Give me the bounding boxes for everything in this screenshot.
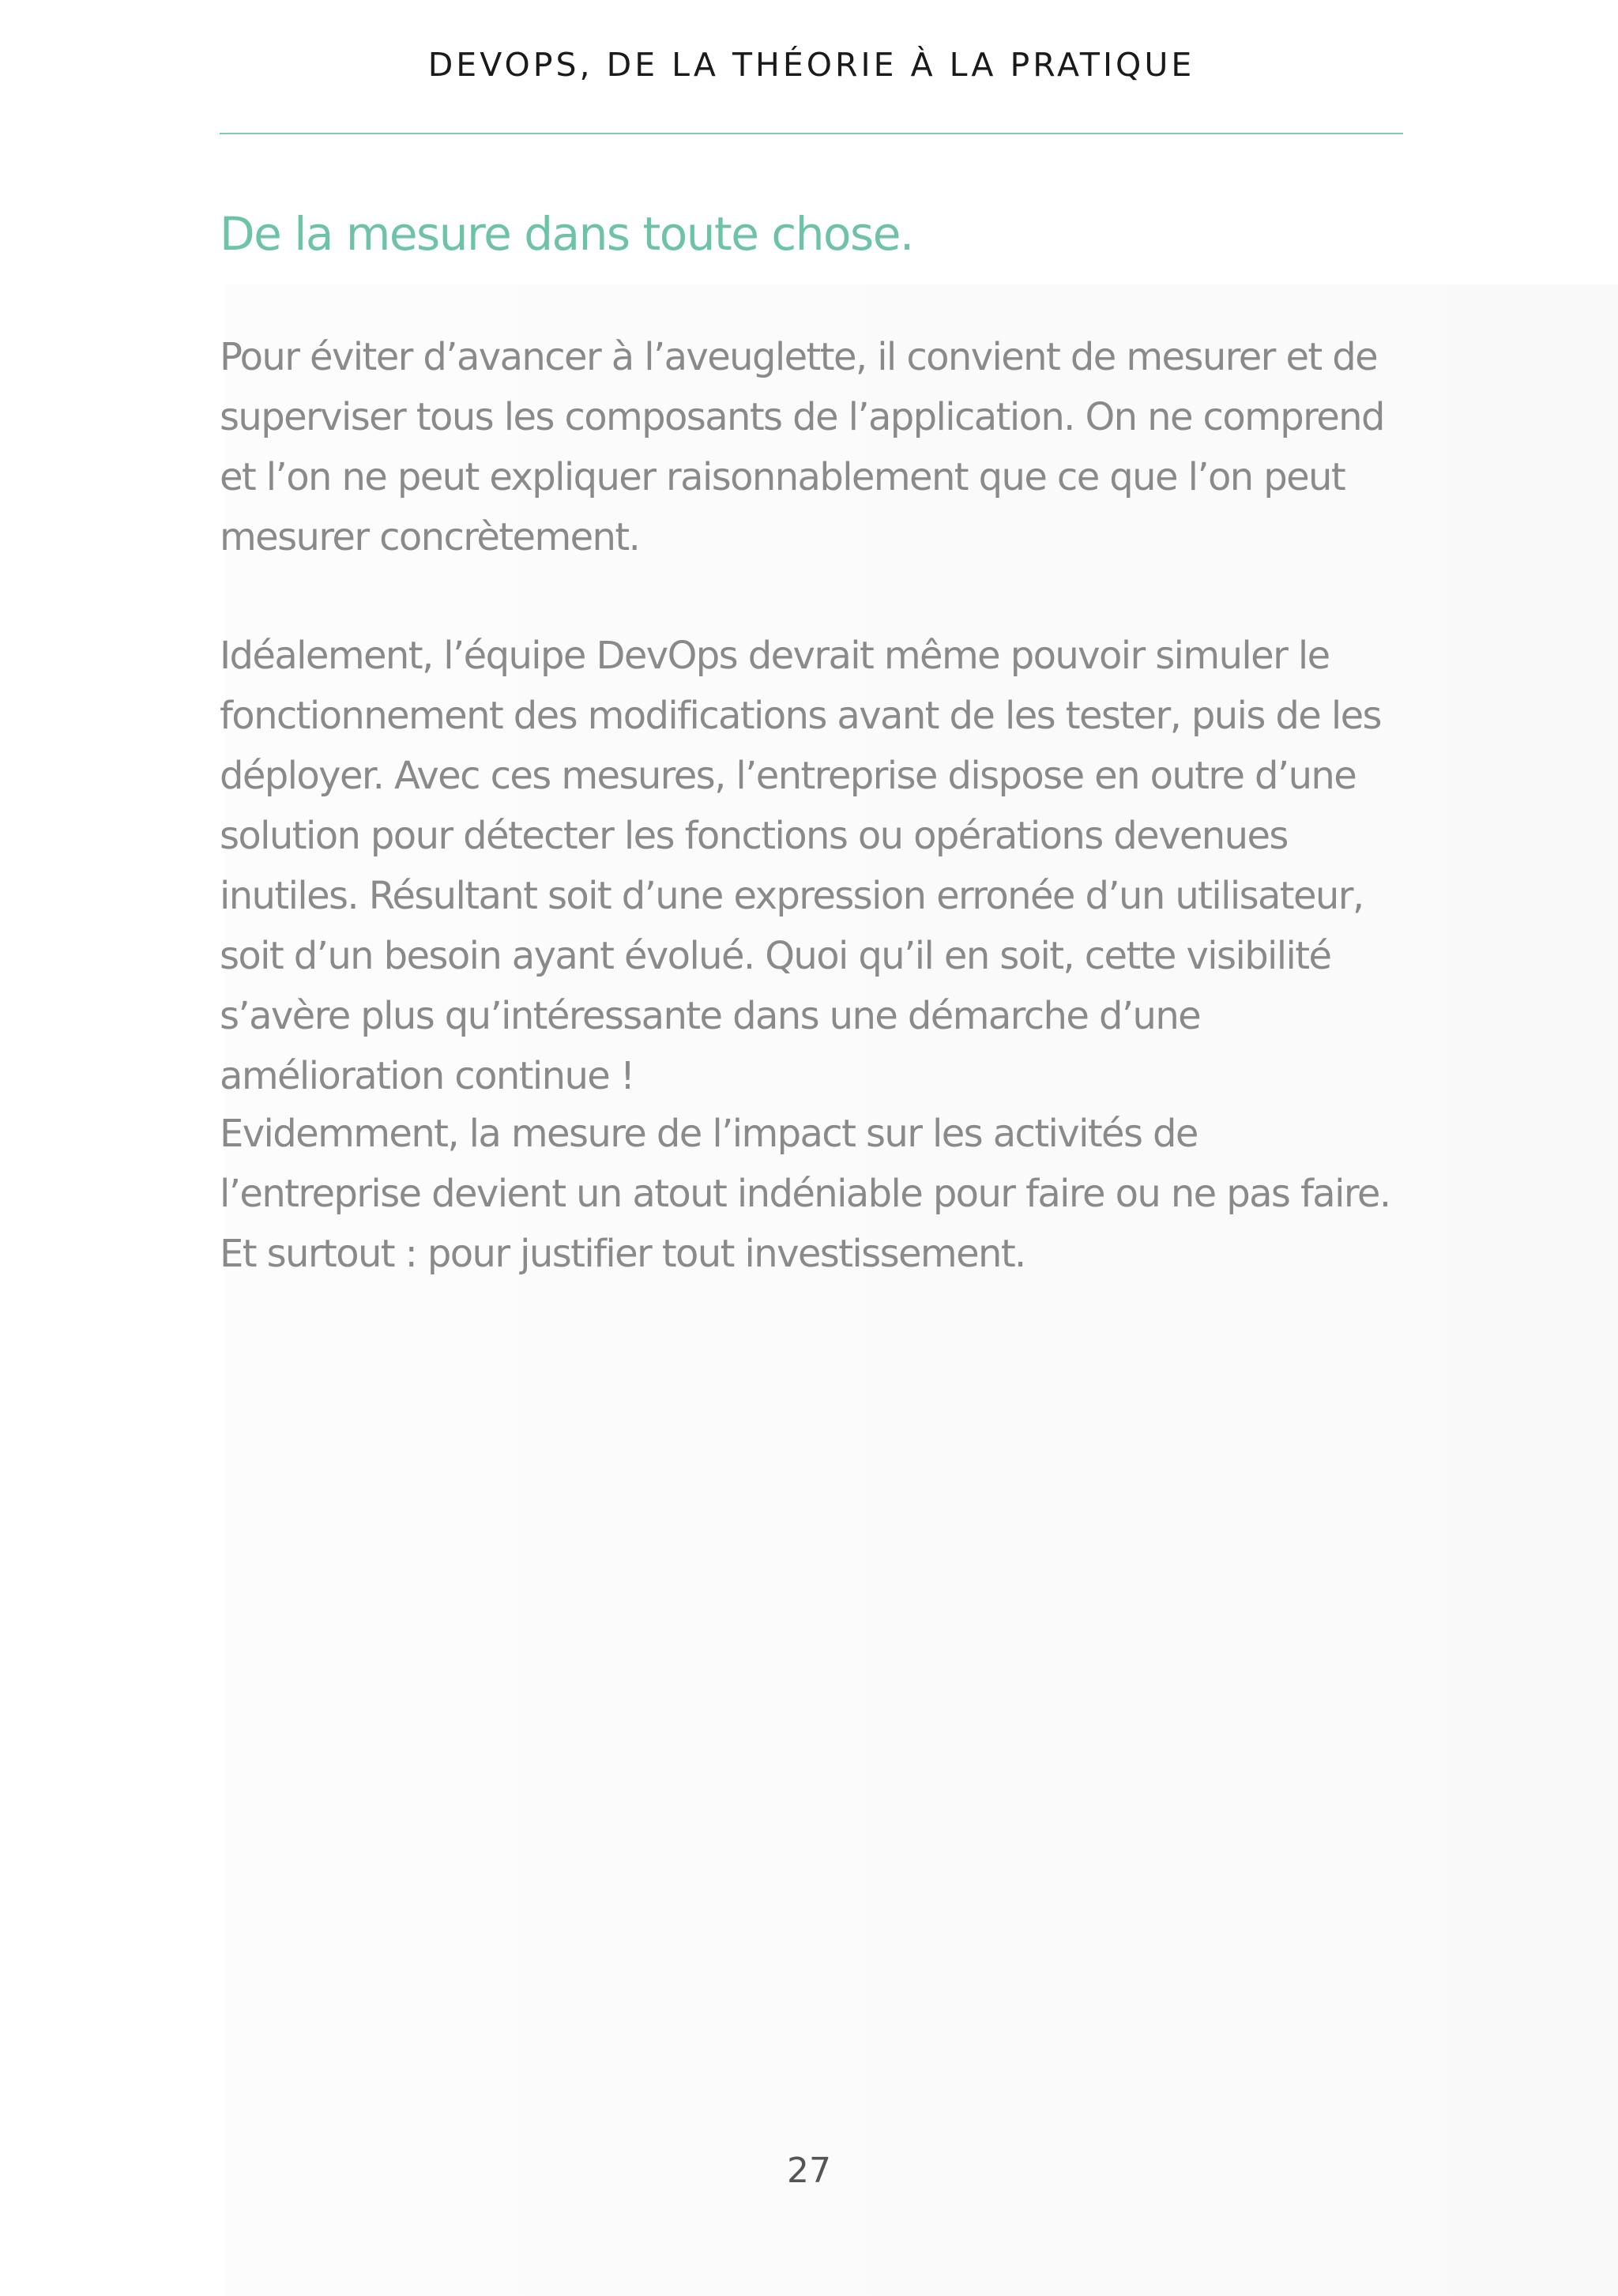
running-header: DEVOPS, DE LA THÉORIE À LA PRATIQUE (427, 46, 1195, 84)
section-title: De la mesure dans toute chose. (220, 207, 913, 261)
page-background (225, 284, 1618, 2296)
header-divider (220, 133, 1403, 134)
paragraph-2: Idéalement, l’équipe DevOps devrait même pouvoir simuler le fonctionnement des modifications avant de les tester, puis de les déployer. Avec ces mesures, l’entreprise dispose en outre d’une solution pour détecter les fonctions ou opérations devenues inutiles. Résultant soit d’une expression erronée d’un utilisateur, soit d’un besoin ayant évolué. Quoi qu’il en soit, cette visibilité s’avère plus qu’intéressante dans une démarche d’une amélioration continue ! (220, 634, 1381, 1098)
paragraph-1: Pour éviter d’avancer à l’aveuglette, il convient de mesurer et de superviser tous les composants de l’application. On ne comprend et l’on ne peut expliquer raisonnablement que ce que l’on peut mesurer concrètement. (220, 335, 1384, 559)
paragraph-3: Evidemment, la mesure de l’impact sur les activités de l’entreprise devient un atout indéniable pour faire ou ne pas faire. Et surtout : pour justifier tout investissement. (220, 1112, 1390, 1276)
page-number: 27 (787, 2151, 831, 2191)
